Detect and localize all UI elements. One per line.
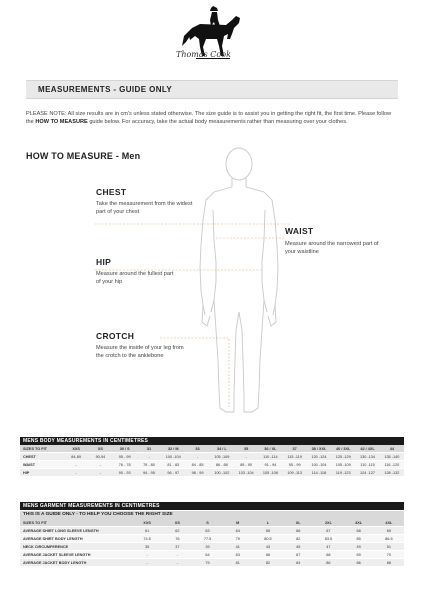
garment-table-cell: S (192, 519, 222, 527)
garment-table-cell: 37 (162, 543, 192, 551)
body-table-cell: 135 -140 (380, 453, 404, 461)
body-table-cell: 76 - 78 (113, 461, 137, 469)
body-table-cell: 32 / M (161, 445, 185, 453)
body-table-cell: 34 / L (210, 445, 234, 453)
garment-table-row (20, 551, 404, 559)
body-table-cell: XS (88, 445, 112, 453)
body-table-cell: 44 (380, 445, 404, 453)
mens-garment-measurements-table (20, 502, 404, 567)
body-table-cell: 90-94 (88, 453, 112, 461)
body-table-cell: 124 -127 (355, 469, 379, 477)
body-table-cell: 38 / XXL (307, 445, 331, 453)
garment-table-cell: XXS (132, 519, 162, 527)
garment-table-cell: 85 (344, 535, 374, 543)
body-table-cell: 86 - 88 (210, 461, 234, 469)
garment-table-row (20, 535, 404, 543)
body-table-cell: 105 -109 (210, 453, 234, 461)
body-table-cell: - (88, 469, 112, 477)
body-table-cell: 105 -108 (258, 469, 282, 477)
body-table-cell: 100 -104 (161, 453, 185, 461)
body-table-cell: 94 - 95 (137, 469, 161, 477)
garment-table-header-row (20, 519, 404, 527)
body-table-cell: 130 -134 (355, 453, 379, 461)
body-table-cell: 95 - 99 (113, 453, 137, 461)
garment-table-cell: 67 (283, 551, 313, 559)
garment-table-cell: 39 (192, 543, 222, 551)
garment-table-subtitle: THIS IS A GUIDE ONLY - TO HELP YOU CHOOSE THE RIGHT SIZE (20, 511, 404, 519)
body-table-row (20, 469, 404, 477)
garment-table-cell: 88 (374, 559, 404, 567)
how-to-measure-title: HOW TO MEASURE - Men (26, 151, 141, 161)
garment-table-cell: 70 (374, 551, 404, 559)
body-table-cell: 96 - 97 (161, 469, 185, 477)
garment-table-cell: 64 (192, 551, 222, 559)
body-table-cell: 90 - 93 (113, 469, 137, 477)
banner-title: MEASUREMENTS - GUIDE ONLY (38, 85, 173, 94)
section-banner (26, 80, 398, 99)
garment-table-cell: 81 (223, 559, 253, 567)
garment-table-cell: 69 (344, 551, 374, 559)
body-table-cell: 30 / S (113, 445, 137, 453)
garment-table-row-label: SIZES TO FIT (20, 519, 132, 527)
garment-table-cell: 79 (223, 535, 253, 543)
garment-table-cell: 4XL (374, 519, 404, 527)
body-table-cell: - (64, 461, 88, 469)
body-table-cell: 84-89 (64, 453, 88, 461)
body-table-cell: 40 / 3XL (331, 445, 355, 453)
chest-label: CHEST (96, 187, 127, 197)
body-table-cell: 37 (283, 445, 307, 453)
body-table-row-label: CHEST (20, 453, 64, 461)
body-table-cell: 125 -129 (331, 453, 355, 461)
body-table-cell: - (234, 453, 258, 461)
garment-table-cell: 41 (223, 543, 253, 551)
body-table-cell: 84 - 85 (185, 461, 209, 469)
garment-table-cell: 3XL (344, 519, 374, 527)
garment-table-cell: 45 (283, 543, 313, 551)
garment-table-cell: 86 (344, 559, 374, 567)
body-table-cell: 115 -119 (283, 453, 307, 461)
garment-table-cell: 66 (253, 551, 283, 559)
body-table-cell: - (88, 461, 112, 469)
body-table-cell: 42 / 4XL (355, 445, 379, 453)
crotch-description: Measure the inside of your leg from the crotch to the anklebone (96, 345, 184, 359)
body-table-header-row (20, 445, 404, 453)
body-table-cell: 79 - 80 (137, 461, 161, 469)
body-table-row-label: SIZES TO FIT (20, 445, 64, 453)
garment-table-cell: 80.5 (253, 535, 283, 543)
garment-table-cell: 74.5 (132, 535, 162, 543)
body-table-cell: 105 -109 (331, 461, 355, 469)
body-table-cell: 31 (137, 445, 161, 453)
garment-table-cell: L (253, 519, 283, 527)
size-note (26, 110, 398, 127)
body-table-cell: 110 -115 (355, 461, 379, 469)
garment-table-cell: 67 (313, 527, 343, 535)
garment-table-cell: 61 (132, 527, 162, 535)
garment-table-row-label: AVERAGE JACKET SLEEVE LENGTH (20, 551, 132, 559)
garment-table-row-label: AVERAGE SHIRT LONG SLEEVE LENGTH (20, 527, 132, 535)
crotch-label: CROTCH (96, 331, 135, 341)
garment-table-cell: 86 (313, 559, 343, 567)
garment-table-cell: 66 (283, 527, 313, 535)
garment-table-cell: 51 (374, 543, 404, 551)
body-table-cell: 109 -113 (283, 469, 307, 477)
garment-table-cell: 63 (192, 527, 222, 535)
garment-table-cell: 76 (162, 535, 192, 543)
chest-description: Take the measurement from the widest part of your chest (96, 201, 193, 215)
garment-table-row (20, 559, 404, 567)
body-table-row-label: HIP (20, 469, 64, 477)
body-table-row (20, 453, 404, 461)
brand-signature: Thomas Cook (176, 50, 231, 59)
garment-table-cell: - (132, 559, 162, 567)
garment-table-cell: 79 (192, 559, 222, 567)
garment-table-cell: XS (162, 519, 192, 527)
body-table-cell: - (64, 469, 88, 477)
body-table-cell: 89 - 90 (234, 461, 258, 469)
garment-table-cell: 47 (313, 543, 343, 551)
garment-table-cell: 68 (344, 527, 374, 535)
body-table-cell: 91 - 94 (258, 461, 282, 469)
garment-table-cell: 65 (253, 527, 283, 535)
garment-table-cell: XL (283, 519, 313, 527)
garment-table-title: MENS GARMENT MEASUREMENTS IN CENTIMETRES (20, 502, 404, 510)
note-how-to-measure: HOW TO MEASURE (35, 119, 88, 126)
garment-table-cell: 49 (344, 543, 374, 551)
mens-body-measurements-table (20, 437, 404, 477)
waist-label: WAIST (285, 226, 314, 236)
garment-table-cell: 83.5 (313, 535, 343, 543)
body-table-cell: 35 (234, 445, 258, 453)
garment-table-cell: - (132, 551, 162, 559)
garment-table-row (20, 543, 404, 551)
body-table-cell: XXS (64, 445, 88, 453)
garment-table-cell: 82 (283, 535, 313, 543)
body-table-cell: 119 -123 (331, 469, 355, 477)
body-table-cell: 120 -124 (307, 453, 331, 461)
body-table-cell: 100 -102 (210, 469, 234, 477)
body-table-row (20, 461, 404, 469)
body-table-cell: 103 -104 (234, 469, 258, 477)
garment-table-row-label: NECK CIRCUMFERENCE (20, 543, 132, 551)
garment-table-cell: 35 (132, 543, 162, 551)
garment-table-cell: 62 (162, 527, 192, 535)
body-table-cell: 114 -118 (307, 469, 331, 477)
garment-table-cell: 86.5 (374, 535, 404, 543)
garment-table-cell: M (223, 519, 253, 527)
garment-table-cell: 63 (223, 551, 253, 559)
body-table-cell: 36 / XL (258, 445, 282, 453)
body-table-cell: 98 - 99 (185, 469, 209, 477)
garment-table-row (20, 527, 404, 535)
body-table-title: MENS BODY MEASUREMENTS IN CENTIMETRES (20, 437, 404, 445)
body-table-cell: - (185, 453, 209, 461)
body-table-cell: 33 (185, 445, 209, 453)
garment-table-cell: 43 (253, 543, 283, 551)
garment-table-cell: 82 (253, 559, 283, 567)
garment-table-cell: 69 (374, 527, 404, 535)
garment-table-cell: - (162, 551, 192, 559)
waist-description: Measure around the narrowest part of your waistline (285, 241, 379, 255)
garment-table-cell: 77.5 (192, 535, 222, 543)
body-table-cell: 128 -132 (380, 469, 404, 477)
garment-table-cell: 2XL (313, 519, 343, 527)
body-table-cell: - (137, 453, 161, 461)
body-table-row-label: WAIST (20, 461, 64, 469)
garment-table-cell: - (162, 559, 192, 567)
body-table-cell: 110 -114 (258, 453, 282, 461)
body-table-cell: 100 -104 (307, 461, 331, 469)
note-text-2: guide below. For accuracy, take the actual body measurements rather than measuring over your clothes. (87, 119, 348, 126)
note-text-1: PLEASE NOTE: All size results are in cm's unless stated otherwise. The size guide is to assist you in getting the right fit, the first time. Please follow the (26, 111, 392, 126)
body-table-cell: 95 - 99 (283, 461, 307, 469)
body-table-cell: 81 - 83 (161, 461, 185, 469)
garment-table-row-label: AVERAGE SHIRT BODY LENGTH (20, 535, 132, 543)
garment-table-cell: 64 (223, 527, 253, 535)
garment-table-cell: 84 (283, 559, 313, 567)
garment-table-row-label: AVERAGE JACKET BODY LENGTH (20, 559, 132, 567)
hip-label: HIP (96, 257, 112, 267)
body-table-cell: 116 -120 (380, 461, 404, 469)
hip-description: Measure around the fullest part of your hip (96, 271, 174, 285)
garment-table-cell: 68 (313, 551, 343, 559)
